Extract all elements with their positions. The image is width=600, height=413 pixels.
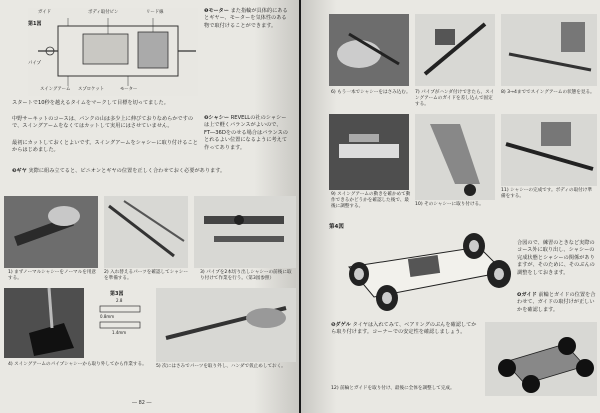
caption-12: 12) 前輪とガイドを取り付け、最後に全体を調整して完成。 (331, 386, 455, 391)
section-dagel (331, 322, 481, 337)
section-gear (12, 168, 290, 175)
right-page (301, 0, 600, 413)
photo-11 (501, 114, 597, 186)
figure-1-part: スプロケット (78, 87, 105, 92)
figure-1-part: スイングアーム (40, 87, 71, 92)
section-guide (517, 292, 597, 314)
intro-paragraph-2: 中野サーキットのコースは、バンクの山は多少上に伸びておりなめらかですので、スイングアームをなくてはカットして実用にはさせていません。 (12, 116, 194, 130)
figure-1-part: モーター (120, 87, 138, 92)
caption-7: 7) パイプがハンダ付けできたら、スイングアームのガイドを差し込んで固定する。 (415, 90, 495, 107)
caption-3: 3) パイプを2本切り出しシャシーの前後に取り付けて作業を行う。（第3図参照） (200, 270, 292, 281)
caption-2: 2) 入れ替えるパーツを確認してシャシーを準備する。 (104, 270, 188, 281)
photo-7 (415, 14, 495, 86)
figure-1-label: 第1図 (28, 21, 42, 27)
figure-1-part: リード線 (146, 10, 164, 15)
section-marker: ❹ガイド (517, 292, 537, 298)
section-motor (204, 8, 290, 30)
section-marker: ❺ダゲル (331, 322, 351, 328)
photo-1 (4, 196, 98, 268)
section-text: また指輪が具体的にあるとギヤー、モーターを気体性のある物で取付けることができます。 (204, 8, 288, 29)
chassis-diagram-icon (28, 8, 198, 96)
figure-1-drawing (28, 8, 198, 96)
caption-5: 5) 次にはさみでパーツを取り外し、ハンダで仮止めしておく。 (156, 364, 286, 369)
figure-4-drawing (329, 222, 513, 318)
photo-2 (104, 196, 188, 268)
photo-8 (501, 14, 597, 86)
photo-10 (415, 114, 495, 200)
intro-paragraph-3: 最初にカットしておくとよいです。スイングアームをシャシーに取り付けることからはじめました。 (12, 140, 198, 154)
caption-4: 4) スイングアームのパイプシャシーから取り外してから作業する。 (8, 362, 147, 367)
chassis-drawing-icon (329, 222, 513, 318)
figure-3-dim: 2.8 (116, 298, 123, 303)
caption-8: 8) 3→4まででスイングアームの状態を見る。 (501, 90, 595, 95)
figure-1-part: ボディ取付ピン (88, 10, 119, 15)
right-paragraph-1: 合図ので、練習のときなど実際のコース外に取り出し、シャシーの完成状態とシャシーの関係がありますが、そのために、そのぶんの調整をしておきます。 (517, 240, 595, 276)
photo-4 (4, 288, 84, 358)
page-number: ― 82 ― (132, 400, 152, 406)
intro-paragraph-1: スタートで10秒を越えるタイムをマークして目標を切ってました。 (12, 100, 169, 106)
caption-6: 6) もう一本でシャシーをはさみ込む。 (331, 90, 411, 95)
figure-3-dim: 0.8mm (100, 314, 115, 319)
figure-3-dim: 1.4mm (112, 330, 127, 335)
section-text: 実際に組み立てると、ピニオンとギヤの位置を正しく合わせておく必要があります。 (28, 168, 226, 174)
section-marker: ❷シャシー (204, 115, 230, 121)
photo-3 (194, 196, 296, 268)
photo-6 (329, 14, 409, 86)
figure-4-label: 第4図 (329, 224, 344, 230)
section-marker: ❸ギヤ (12, 168, 27, 174)
photo-9 (329, 114, 409, 190)
figure-1-part: ガイド (38, 10, 52, 15)
figure-1-part: パイプ (28, 61, 42, 66)
caption-9: 9) スイングアームの動きを確かめて動作できるかどうかを確認した後で、最後に調整する。 (331, 192, 411, 209)
section-text: 前輪とガイドの位置を合わせて、ガイドの取付けが正しいかを確認します。 (517, 292, 596, 313)
caption-1: 1) まずノーマルシャシーをノーマルを用意する。 (8, 270, 97, 281)
photo-5 (156, 288, 296, 362)
section-text: タイヤは入れてみて、ベアリングのぶんを確認してから取り付けます。コーナーでの安定性を確認しましょう。 (331, 322, 477, 336)
caption-10: 10) そのシャシーに取り付ける。 (415, 202, 484, 207)
section-marker: ❶モーター (204, 8, 229, 14)
section-text: REVELLの社のシャシーは上で軽くバランスがよいので、FT―36Dをのせる場合はバランスのとれるよい位置になるように考えて作ってあります。 (204, 115, 288, 151)
figure-3-drawing (92, 290, 152, 342)
caption-11: 11) シャシーの完成です。ボディの取付け準備をする。 (501, 188, 592, 199)
figure-3-label: 第3図 (110, 291, 124, 297)
section-chassis (204, 115, 290, 152)
left-page (0, 0, 299, 413)
photo-12 (485, 322, 597, 396)
